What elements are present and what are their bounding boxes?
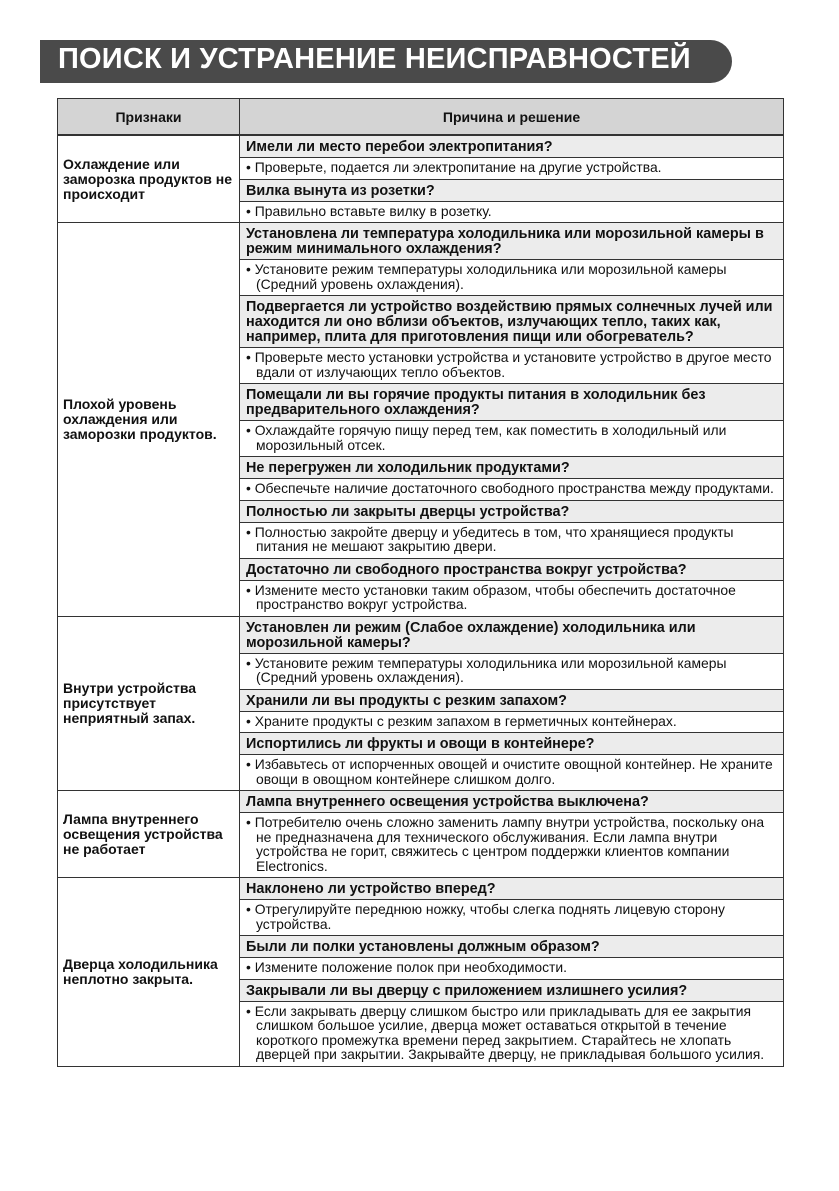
section-banner [40,40,732,83]
solution-cell [240,653,784,689]
symptom-cell [58,791,240,878]
cause-question: Хранили ли вы продукты с резким запахом? [240,689,784,711]
solution-text: • Потребителю очень сложно заменить лампу внутри устройства, поскольку она не предназначена для технического обслуживания. Если лампа внутри устройства не горит, свяжитесь с центром поддержки клиентов компании Electronics. [246,815,777,873]
solution-text: • Если закрывать дверцу слишком быстро или прикладывать для ее закрытия слишком большое усилие, дверца может оставаться открытой в течение короткого промежутка времени перед закрытием. Старайтесь не хлопать дверцей при закрытии. Закрывайте дверцу, не прикладывая большого усилия. [246,1004,777,1062]
cause-question: Установлена ли температура холодильника или морозильной камеры в режим минимального охлаждения? [240,223,784,260]
solution-cell [240,711,784,733]
table-row [58,223,784,260]
header-symptom: Признаки [58,99,240,136]
cause-question: Помещали ли вы горячие продукты питания в холодильник без предварительного охлаждения? [240,384,784,421]
header-solution: Причина и решение [240,99,784,136]
symptom-text: Внутри устройства присутствует неприятный запах. [63,679,197,726]
symptom-text: Охлаждение или заморозка продуктов не происходит [63,155,233,202]
solution-cell [240,900,784,936]
cause-question: Испортились ли фрукты и овощи в контейнере? [240,733,784,755]
solution-text: • Установите режим температуры холодильника или морозильной камеры (Средний уровень охлаждения). [246,262,777,291]
solution-cell [240,348,784,384]
solution-text: • Храните продукты с резким запахом в герметичных контейнерах. [246,714,777,729]
solution-cell [240,421,784,457]
solution-cell [240,958,784,980]
solution-text: • Измените положение полок при необходимости. [246,960,777,975]
troubleshooting-table [57,98,784,1067]
cause-question: Лампа внутреннего освещения устройства выключена? [240,791,784,813]
symptom-text: Плохой уровень охлаждения или заморозки продуктов. [63,395,217,442]
table-row [58,791,784,813]
solution-cell [240,755,784,791]
table-row [58,135,784,158]
cause-question: Имели ли место перебои электропитания? [240,135,784,158]
symptom-text: Лампа внутреннего освещения устройства не работает [63,810,223,857]
solution-cell [240,201,784,223]
solution-text: • Измените место установки таким образом, чтобы обеспечить достаточное пространство вокруг устройства. [246,583,777,612]
symptom-cell [58,878,240,1067]
symptom-cell [58,616,240,791]
solution-text: • Избавьтесь от испорченных овощей и очистите овощной контейнер. Не храните овощи в овощном контейнере слишком долго. [246,757,777,786]
solution-text: • Отрегулируйте переднюю ножку, чтобы слегка поднять лицевую сторону устройства. [246,902,777,931]
symptom-text: Дверца холодильника неплотно закрыта. [63,955,218,987]
solution-cell [240,813,784,878]
table-row [58,616,784,653]
solution-text: • Проверьте место установки устройства и установите устройство в другое место вдали от излучающих тепло объектов. [246,350,777,379]
solution-text: • Проверьте, подается ли электропитание на другие устройства. [246,160,777,175]
solution-cell [240,1001,784,1066]
cause-question: Подвергается ли устройство воздействию прямых солнечных лучей или находится ли оно вблизи объектов, излучающих тепло, таких как, например, плита для приготовления пищи или обогреватель? [240,296,784,348]
cause-question: Полностью ли закрыты дверцы устройства? [240,500,784,522]
cause-question: Установлен ли режим (Слабое охлаждение) холодильника или морозильной камеры? [240,616,784,653]
symptom-cell [58,223,240,617]
solution-cell [240,158,784,180]
solution-text: • Правильно вставьте вилку в розетку. [246,204,777,219]
cause-question: Вилка вынута из розетки? [240,179,784,201]
cause-question: Достаточно ли свободного пространства вокруг устройства? [240,558,784,580]
solution-text: • Установите режим температуры холодильника или морозильной камеры (Средний уровень охлаждения). [246,656,777,685]
table-body [58,135,784,1066]
solution-cell [240,580,784,616]
cause-question: Были ли полки установлены должным образом? [240,936,784,958]
solution-cell [240,479,784,501]
symptom-cell [58,135,240,223]
cause-question: Не перегружен ли холодильник продуктами? [240,457,784,479]
solution-cell [240,522,784,558]
cause-question: Наклонено ли устройство вперед? [240,878,784,900]
cause-question: Закрывали ли вы дверцу с приложением излишнего усилия? [240,979,784,1001]
solution-text: • Полностью закройте дверцу и убедитесь в том, что хранящиеся продукты питания не мешают закрытию двери. [246,525,777,554]
page-title: ПОИСК И УСТРАНЕНИЕ НЕИСПРАВНОСТЕЙ [58,43,691,75]
table-row [58,878,784,900]
table-header-row [58,99,784,136]
solution-text: • Охлаждайте горячую пищу перед тем, как поместить в холодильный или морозильный отсек. [246,423,777,452]
solution-cell [240,260,784,296]
solution-text: • Обеспечьте наличие достаточного свободного пространства между продуктами. [246,481,777,496]
